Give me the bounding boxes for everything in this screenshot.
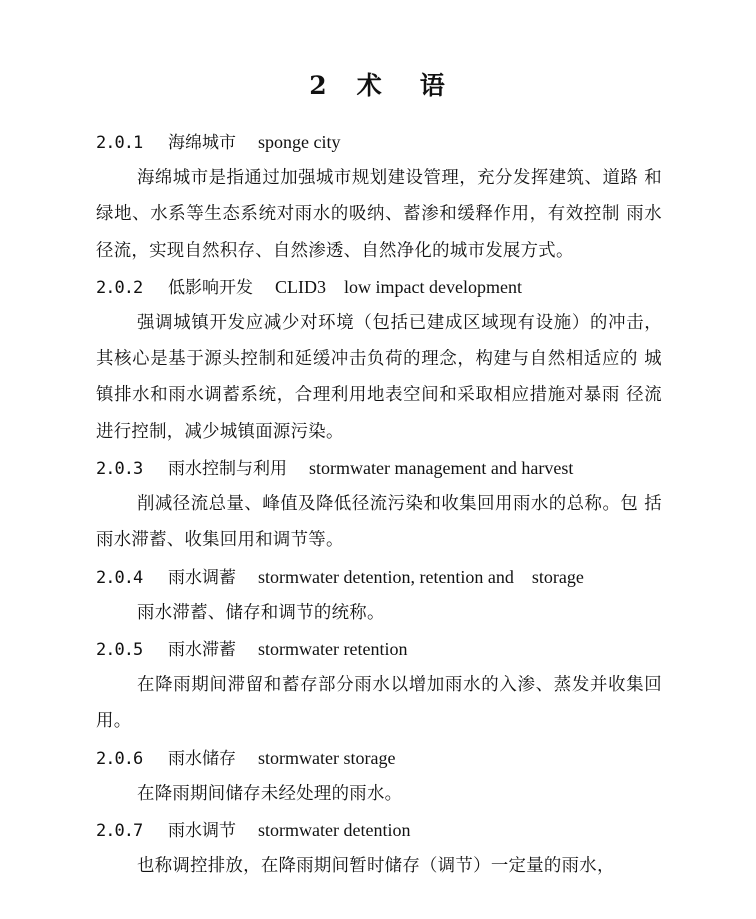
term-english-name: CLID3 low impact development: [275, 276, 522, 297]
term-definition: 在降雨期间储存未经处理的雨水。: [137, 783, 403, 804]
term-definition: 海绵城市是指通过加强城市规划建设管理，充分发挥建筑、道路 和绿地、水系等生态系统对雨水的吸纳、蓄渗和缓释作用，有效控制 雨水径流，实现自然积存、自然渗透、自然净化的城市发展方式。: [96, 168, 662, 261]
term-number: 2.0.5: [96, 639, 143, 660]
term-chinese-name: 低影响开发: [168, 277, 253, 298]
term-number: 2.0.4: [96, 567, 143, 588]
term-heading-2-0-3: [96, 450, 662, 486]
term-heading-2-0-7: [96, 812, 662, 848]
term-definition: 雨水滞蓄、储存和调节的统称。: [137, 602, 385, 623]
term-chinese-name: 雨水控制与利用: [168, 459, 287, 480]
term-chinese-name: 雨水滞蓄: [168, 639, 236, 660]
term-chinese-name: 雨水调节: [168, 820, 236, 841]
term-definition: 在降雨期间滞留和蓄存部分雨水以增加雨水的入渗、蒸发并收集回用。: [96, 674, 662, 732]
term-definition: 强调城镇开发应减少对环境（包括已建成区域现有设施）的冲击， 其核心是基于源头控制和延缓冲击负荷的理念，构建与自然相适应的 城镇排水和雨水调蓄系统，合理利用地表空间和采取相应措施对暴雨 径流进行控制，减少城镇面源污染。: [96, 312, 662, 442]
term-english-name: sponge city: [258, 132, 341, 152]
chapter-title-part1: 术: [356, 71, 384, 100]
term-heading-2-0-1: [96, 124, 662, 160]
term-english-name: stormwater detention: [258, 819, 411, 840]
term-english-name: stormwater management and harvest: [309, 458, 574, 479]
term-heading-2-0-5: [96, 631, 662, 667]
term-english-name: stormwater storage: [258, 747, 396, 768]
term-heading-2-0-4: [96, 559, 662, 595]
term-definition: 削减径流总量、峰值及降低径流污染和收集回用雨水的总称。包 括雨水滞蓄、收集回用和调节等。: [96, 494, 662, 551]
chapter-title: [0, 66, 756, 102]
term-definition: 也称调控排放，在降雨期间暂时储存（调节）一定量的雨水，: [137, 855, 615, 876]
term-chinese-name: 雨水储存: [168, 748, 236, 769]
term-english-name: stormwater detention, retention and storage: [258, 566, 584, 587]
term-number: 2.0.1: [96, 133, 143, 153]
term-chinese-name: 海绵城市: [168, 133, 236, 153]
chapter-title-part2: 语: [419, 71, 447, 100]
chapter-number: 2: [309, 71, 329, 100]
term-number: 2.0.6: [96, 748, 143, 769]
terms-list: [96, 124, 662, 884]
term-number: 2.0.2: [96, 277, 143, 298]
term-chinese-name: 雨水调蓄: [168, 567, 236, 588]
term-heading-2-0-2: [96, 269, 662, 305]
term-heading-2-0-6: [96, 740, 662, 776]
term-number: 2.0.7: [96, 820, 143, 841]
term-english-name: stormwater retention: [258, 638, 408, 659]
term-number: 2.0.3: [96, 459, 143, 480]
